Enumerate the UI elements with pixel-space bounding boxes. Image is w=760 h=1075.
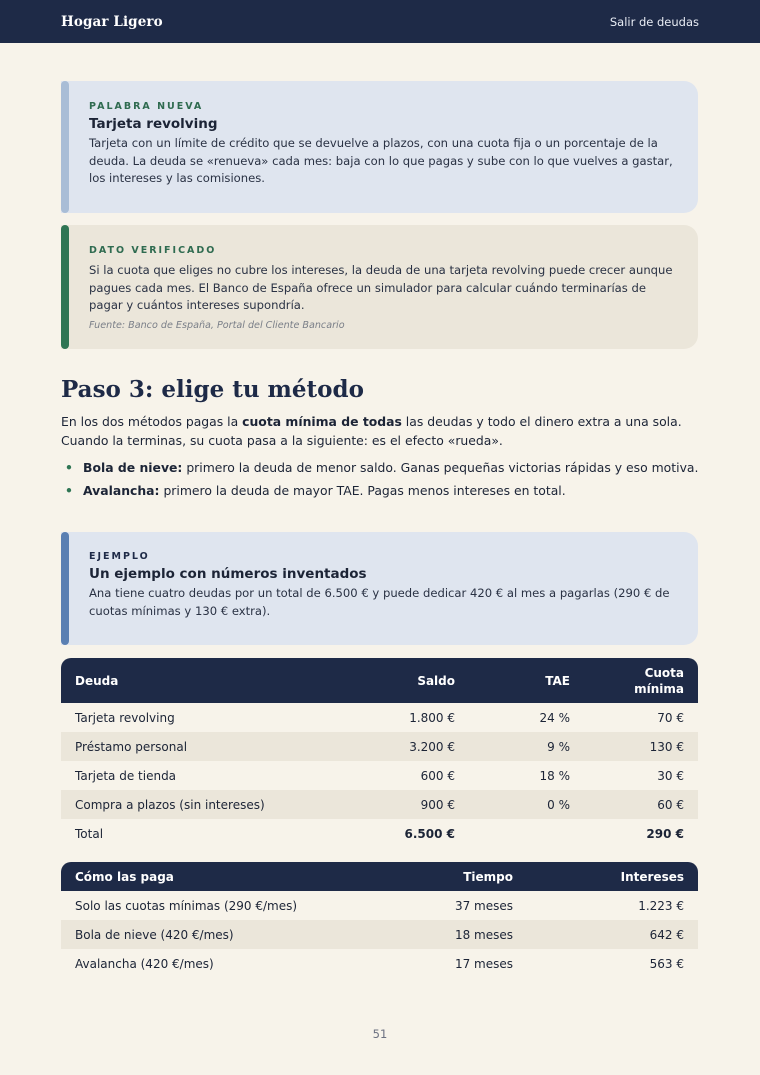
intro-emphasis: cuota mínima de todas bbox=[242, 414, 402, 429]
method-name: Avalancha: bbox=[83, 483, 160, 498]
bullet-icon: • bbox=[65, 483, 73, 498]
table-row bbox=[61, 891, 698, 920]
table-cell: 1.223 € bbox=[638, 898, 684, 913]
list-item bbox=[61, 458, 701, 477]
section-name: Salir de deudas bbox=[609, 14, 699, 29]
callout-body: Ana tiene cuatro deudas por un total de 6.500 € y puede dedicar 420 € al mes a pagarlas (290 € de cuotas mínimas y 130 € extra). bbox=[89, 586, 670, 618]
column-header: Intereses bbox=[527, 862, 698, 891]
table-cell: Tarjeta de tienda bbox=[75, 768, 177, 783]
intro-text: las deudas y todo el dinero extra a una sola. Cuando la terminas, su cuota pasa a la siguiente: es el efecto «rueda». bbox=[61, 414, 682, 448]
method-description: primero la deuda de menor saldo. Ganas pequeñas victorias rápidas y eso motiva. bbox=[182, 460, 699, 475]
callout-example bbox=[61, 532, 698, 645]
table-row bbox=[61, 949, 698, 978]
table-cell: 642 € bbox=[527, 920, 698, 949]
table-cell: 3.200 € bbox=[323, 732, 469, 761]
table-cell: Solo las cuotas mínimas (290 €/mes) bbox=[75, 898, 298, 913]
column-header: Cuota mínima bbox=[584, 658, 698, 703]
column-header: Cómo las paga bbox=[61, 862, 381, 891]
bullet-icon: • bbox=[65, 460, 73, 475]
step-intro bbox=[61, 413, 701, 450]
table-cell: 37 meses bbox=[454, 898, 513, 913]
table-cell: Tarjeta revolving bbox=[75, 710, 175, 725]
table-cell: 17 meses bbox=[454, 956, 513, 971]
table-cell: 70 € bbox=[657, 710, 684, 725]
callout-verified-fact bbox=[61, 225, 698, 349]
callout-title: Un ejemplo con números inventados bbox=[89, 566, 367, 582]
callout-body: Tarjeta con un límite de crédito que se devuelve a plazos, con una cuota fija o un porcentaje de la deuda. La deuda se «renueva» cada mes: baja con lo que pagas y sube con lo que vuelves a gastar, los intereses y las comisiones. bbox=[89, 136, 673, 185]
list-item bbox=[61, 481, 701, 500]
plans-table bbox=[61, 862, 698, 978]
method-description: primero la deuda de mayor TAE. Pagas menos intereses en total. bbox=[159, 483, 566, 498]
table-cell: 130 € bbox=[584, 732, 698, 761]
method-list bbox=[61, 458, 701, 504]
table-row bbox=[61, 790, 698, 819]
table-cell: Préstamo personal bbox=[61, 732, 323, 761]
page-number: 51 bbox=[372, 1027, 388, 1041]
table-cell: 18 % bbox=[539, 768, 570, 783]
callout-body: Si la cuota que eliges no cubre los intereses, la deuda de una tarjeta revolving puede crecer aunque pagues cada mes. El Banco de España ofrece un simulador para calcular cuándo terminarías de pagar y cuántos intereses supondría. bbox=[89, 263, 673, 312]
table-cell: 600 € bbox=[420, 768, 455, 783]
callout-title: Tarjeta revolving bbox=[89, 116, 218, 132]
intro-text: En los dos métodos pagas la bbox=[61, 414, 243, 429]
table-cell: Avalancha (420 €/mes) bbox=[75, 956, 214, 971]
table-header-row bbox=[61, 862, 698, 891]
table-header-row bbox=[61, 658, 698, 703]
callout-kicker: PALABRA NUEVA bbox=[89, 101, 204, 112]
page-header bbox=[0, 0, 760, 43]
table-cell: Total bbox=[75, 826, 104, 841]
callout-kicker: DATO VERIFICADO bbox=[89, 245, 217, 256]
table-cell: 290 € bbox=[646, 826, 684, 841]
brand-name: Hogar Ligero bbox=[61, 13, 163, 30]
debts-table bbox=[61, 658, 698, 848]
table-cell: 1.800 € bbox=[409, 710, 455, 725]
table-cell: 6.500 € bbox=[404, 826, 455, 841]
method-name: Bola de nieve: bbox=[83, 460, 183, 475]
table-cell: 24 % bbox=[539, 710, 570, 725]
table-cell: 30 € bbox=[657, 768, 684, 783]
table-row bbox=[61, 732, 698, 761]
table-cell: 0 % bbox=[469, 790, 584, 819]
table-cell: 9 % bbox=[469, 732, 584, 761]
table-cell bbox=[469, 819, 584, 848]
table-cell: Bola de nieve (420 €/mes) bbox=[61, 920, 381, 949]
table-total-row bbox=[61, 819, 698, 848]
column-header: TAE bbox=[469, 658, 584, 703]
table-row bbox=[61, 761, 698, 790]
table-row bbox=[61, 920, 698, 949]
column-header: Deuda bbox=[61, 658, 323, 703]
callout-kicker: EJEMPLO bbox=[89, 551, 150, 562]
callout-new-word bbox=[61, 81, 698, 213]
step-title: Paso 3: elige tu método bbox=[61, 376, 364, 403]
table-cell: 18 meses bbox=[381, 920, 527, 949]
table-cell: Compra a plazos (sin intereses) bbox=[61, 790, 323, 819]
callout-source: Fuente: Banco de España, Portal del Cliente Bancario bbox=[89, 319, 345, 331]
table-cell: 563 € bbox=[649, 956, 684, 971]
table-row bbox=[61, 703, 698, 732]
column-header: Tiempo bbox=[381, 862, 527, 891]
table-cell: 900 € bbox=[323, 790, 469, 819]
column-header: Saldo bbox=[323, 658, 469, 703]
table-cell: 60 € bbox=[584, 790, 698, 819]
